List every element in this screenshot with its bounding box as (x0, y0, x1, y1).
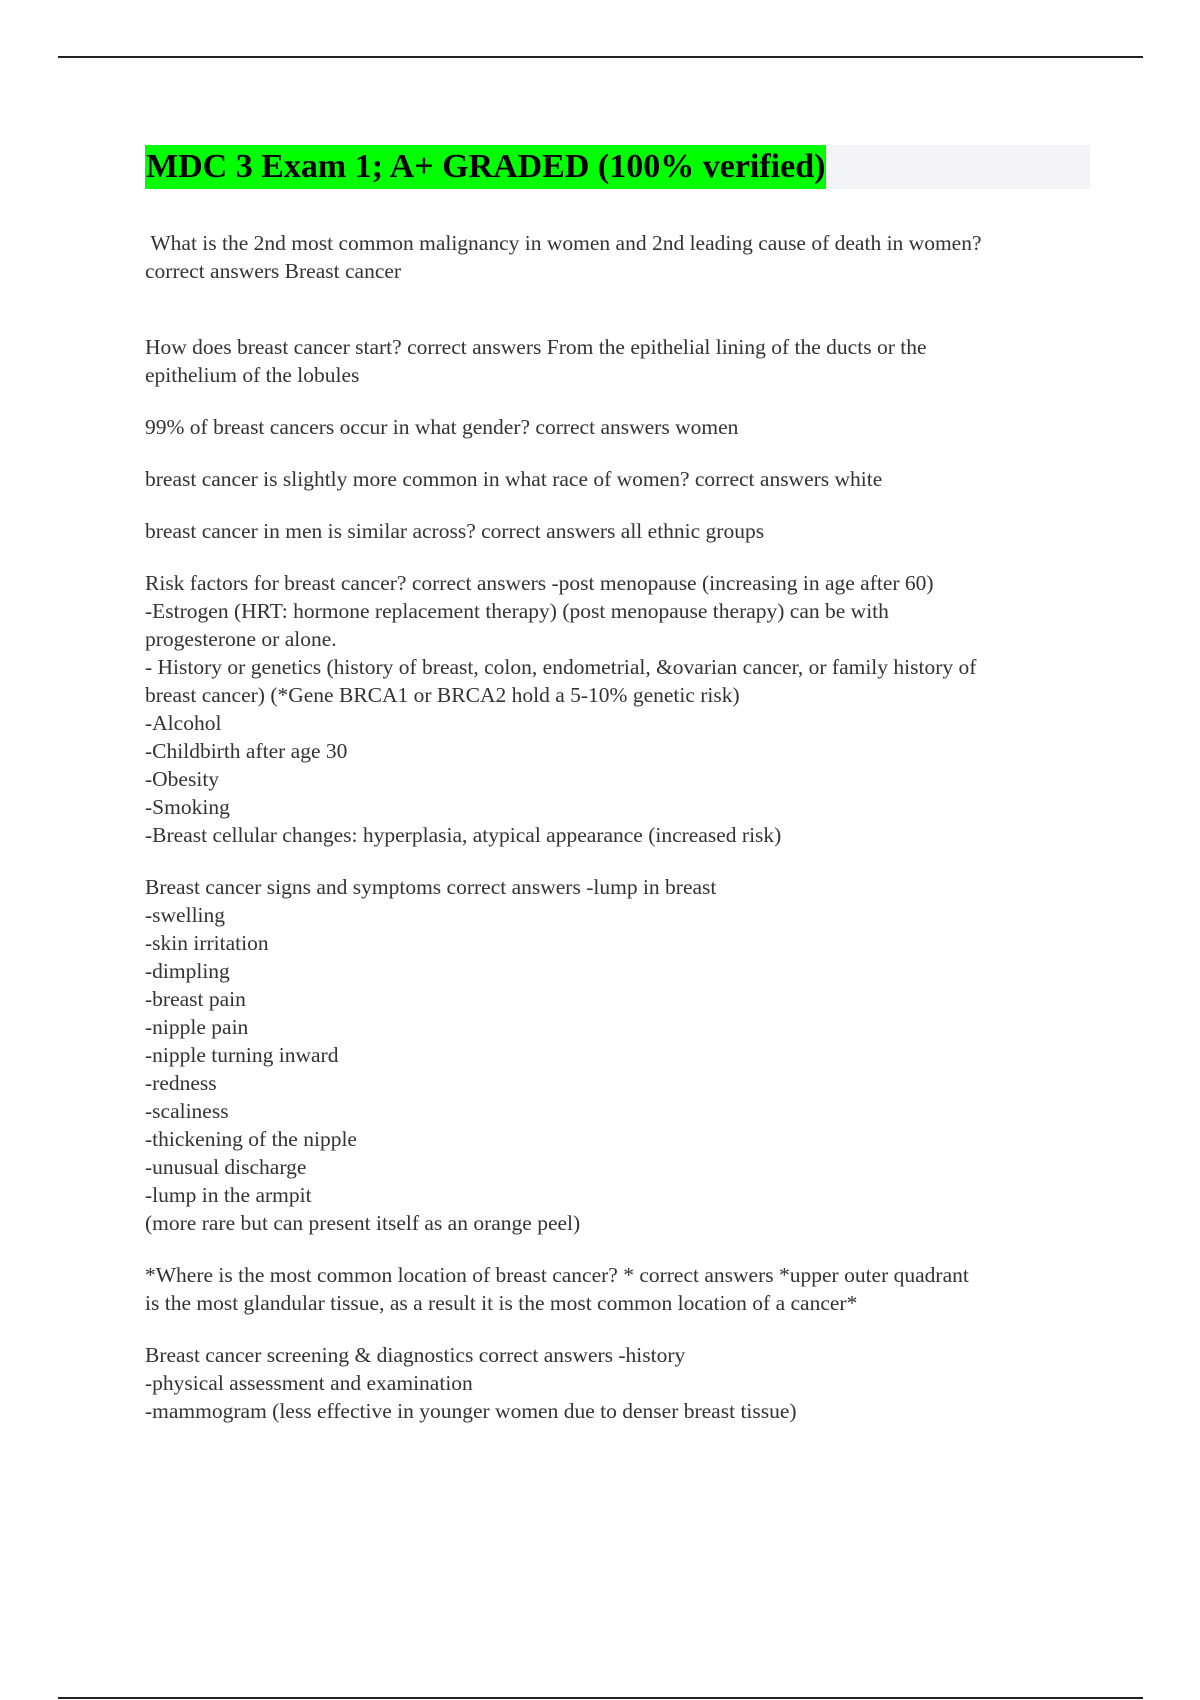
qa-line: -scaliness (145, 1099, 229, 1123)
bottom-rule (58, 1697, 1143, 1699)
qa-line: -dimpling (145, 959, 230, 983)
qa-line: *Where is the most common location of breast cancer? * correct answers *upper outer quadrant (145, 1263, 969, 1287)
qa-line: - History or genetics (history of breast, colon, endometrial, &ovarian cancer, or family history of (145, 655, 977, 679)
qa-line: -Breast cellular changes: hyperplasia, atypical appearance (increased risk) (145, 823, 782, 847)
qa-entry (145, 333, 1090, 389)
qa-entry (145, 873, 1090, 1237)
qa-line: -Obesity (145, 767, 220, 791)
qa-entry (145, 517, 1090, 545)
qa-entry (145, 569, 1090, 849)
qa-line: -lump in the armpit (145, 1183, 312, 1207)
qa-line: -swelling (145, 903, 226, 927)
qa-list (145, 229, 1090, 1425)
qa-entry (145, 465, 1090, 493)
qa-line: -unusual discharge (145, 1155, 307, 1179)
qa-entry (145, 229, 1090, 285)
qa-line: -nipple turning inward (145, 1043, 339, 1067)
qa-entry (145, 1261, 1090, 1317)
qa-line: Breast cancer signs and symptoms correct answers -lump in breast (145, 875, 717, 899)
qa-line: -Alcohol (145, 711, 222, 735)
qa-line: -Estrogen (HRT: hormone replacement therapy) (post menopause therapy) can be with (145, 599, 889, 623)
qa-line: -physical assessment and examination (145, 1371, 473, 1395)
qa-line: (more rare but can present itself as an orange peel) (145, 1211, 581, 1235)
qa-line: Risk factors for breast cancer? correct answers -post menopause (increasing in age after 60) (145, 571, 934, 595)
qa-line: is the most glandular tissue, as a result it is the most common location of a cancer* (145, 1291, 858, 1315)
qa-line: epithelium of the lobules (145, 363, 360, 387)
qa-line: -skin irritation (145, 931, 269, 955)
qa-line: -mammogram (less effective in younger women due to denser breast tissue) (145, 1399, 797, 1423)
qa-line: -nipple pain (145, 1015, 249, 1039)
qa-line: breast cancer) (*Gene BRCA1 or BRCA2 hold a 5-10% genetic risk) (145, 683, 740, 707)
qa-line: Breast cancer screening & diagnostics correct answers -history (145, 1343, 686, 1367)
qa-line: -Smoking (145, 795, 230, 819)
qa-line: What is the 2nd most common malignancy in women and 2nd leading cause of death in women? (145, 231, 982, 255)
qa-line: breast cancer in men is similar across? correct answers all ethnic groups (145, 519, 765, 543)
qa-line: 99% of breast cancers occur in what gender? correct answers women (145, 415, 739, 439)
qa-line: -Childbirth after age 30 (145, 739, 348, 763)
top-rule (58, 56, 1143, 58)
qa-line: progesterone or alone. (145, 627, 337, 651)
qa-entry (145, 1341, 1090, 1425)
qa-line: How does breast cancer start? correct answers From the epithelial lining of the ducts or the (145, 335, 927, 359)
qa-line: -redness (145, 1071, 217, 1095)
qa-line: correct answers Breast cancer (145, 259, 402, 283)
qa-line: -breast pain (145, 987, 246, 1011)
qa-line: -thickening of the nipple (145, 1127, 357, 1151)
document-body (145, 145, 1090, 1425)
qa-entry (145, 413, 1090, 441)
qa-line: breast cancer is slightly more common in what race of women? correct answers white (145, 467, 883, 491)
title-row (145, 145, 1090, 189)
document-title: MDC 3 Exam 1; A+ GRADED (100% verified) (145, 145, 826, 189)
